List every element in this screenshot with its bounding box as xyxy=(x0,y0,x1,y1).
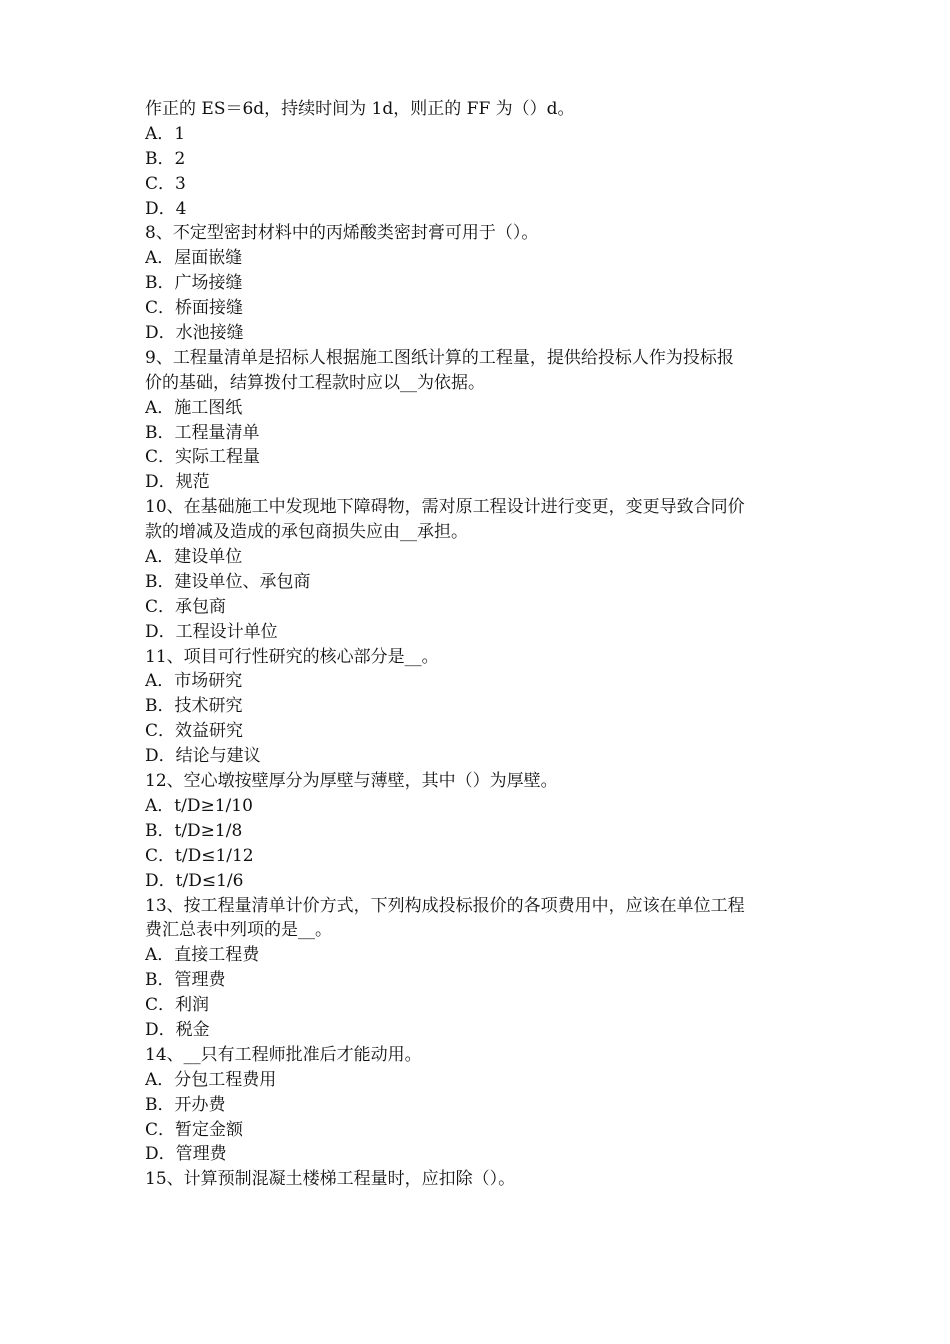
question-10-stem-line-2: 款的增减及造成的承包商损失应由__承担。 xyxy=(145,522,468,543)
question-8-stem: 8、不定型密封材料中的丙烯酸类密封膏可用于（）。 xyxy=(145,223,539,244)
question-9-option-a: A．施工图纸 xyxy=(145,397,243,418)
question-8-option-a: A．屋面嵌缝 xyxy=(145,248,243,269)
question-7-stem-continued: 作正的 ES＝6d，持续时间为 1d，则正的 FF 为（）d。 xyxy=(145,99,575,119)
question-11-option-a: A．市场研究 xyxy=(145,671,243,692)
document-page xyxy=(145,97,815,1192)
question-12-option-a: A．t/D≥1/10 xyxy=(145,795,253,816)
question-14-option-b: B．开办费 xyxy=(145,1094,226,1115)
question-11-stem: 11、项目可行性研究的核心部分是__。 xyxy=(145,646,439,667)
question-10-stem-line-1: 10、在基础施工中发现地下障碍物，需对原工程设计进行变更，变更导致合同价 xyxy=(145,497,745,518)
question-11-option-d: D．结论与建议 xyxy=(145,746,261,767)
question-7-option-b: B．2 xyxy=(145,148,186,169)
question-13-option-d: D．税金 xyxy=(145,1019,210,1040)
question-15-stem: 15、计算预制混凝土楼梯工程量时，应扣除（）。 xyxy=(145,1169,516,1190)
question-13-option-a: A．直接工程费 xyxy=(145,945,260,966)
question-7-option-a: A．1 xyxy=(145,123,186,144)
question-8-option-b: B．广场接缝 xyxy=(145,273,243,294)
question-14-option-a: A．分包工程费用 xyxy=(145,1069,277,1090)
question-10-option-b: B．建设单位、承包商 xyxy=(145,571,311,592)
question-11-option-c: C．效益研究 xyxy=(145,721,244,742)
question-12-option-d: D．t/D≤1/6 xyxy=(145,870,244,891)
question-11-option-b: B．技术研究 xyxy=(145,696,243,717)
question-7-option-d: D．4 xyxy=(145,198,187,219)
question-13-option-c: C．利润 xyxy=(145,995,210,1016)
question-9-stem-line-2: 价的基础，结算拨付工程款时应以__为依据。 xyxy=(145,372,485,393)
question-10-option-c: C．承包商 xyxy=(145,596,227,617)
question-9-option-b: B．工程量清单 xyxy=(145,422,260,443)
question-10-option-d: D．工程设计单位 xyxy=(145,621,278,642)
question-13-stem-line-1: 13、按工程量清单计价方式，下列构成投标报价的各项费用中，应该在单位工程 xyxy=(145,895,745,916)
question-8-option-d: D．水池接缝 xyxy=(145,323,244,344)
question-9-option-d: D．规范 xyxy=(145,472,210,493)
question-12-option-c: C．t/D≤1/12 xyxy=(145,845,254,866)
question-7-option-c: C．3 xyxy=(145,173,186,194)
question-8-option-c: C．桥面接缝 xyxy=(145,298,244,319)
question-13-option-b: B．管理费 xyxy=(145,970,226,991)
question-9-stem-line-1: 9、工程量清单是招标人根据施工图纸计算的工程量，提供给投标人作为投标报 xyxy=(145,347,734,368)
question-14-option-c: C．暂定金额 xyxy=(145,1119,244,1140)
question-12-stem: 12、空心墩按壁厚分为厚壁与薄壁，其中（）为厚壁。 xyxy=(145,771,558,792)
question-12-option-b: B．t/D≥1/8 xyxy=(145,820,243,841)
question-9-option-c: C．实际工程量 xyxy=(145,447,261,468)
question-13-stem-line-2: 费汇总表中列项的是__。 xyxy=(145,920,332,941)
question-10-option-a: A．建设单位 xyxy=(145,547,243,568)
question-14-stem: 14、__只有工程师批准后才能动用。 xyxy=(145,1044,422,1065)
question-14-option-d: D．管理费 xyxy=(145,1144,227,1165)
